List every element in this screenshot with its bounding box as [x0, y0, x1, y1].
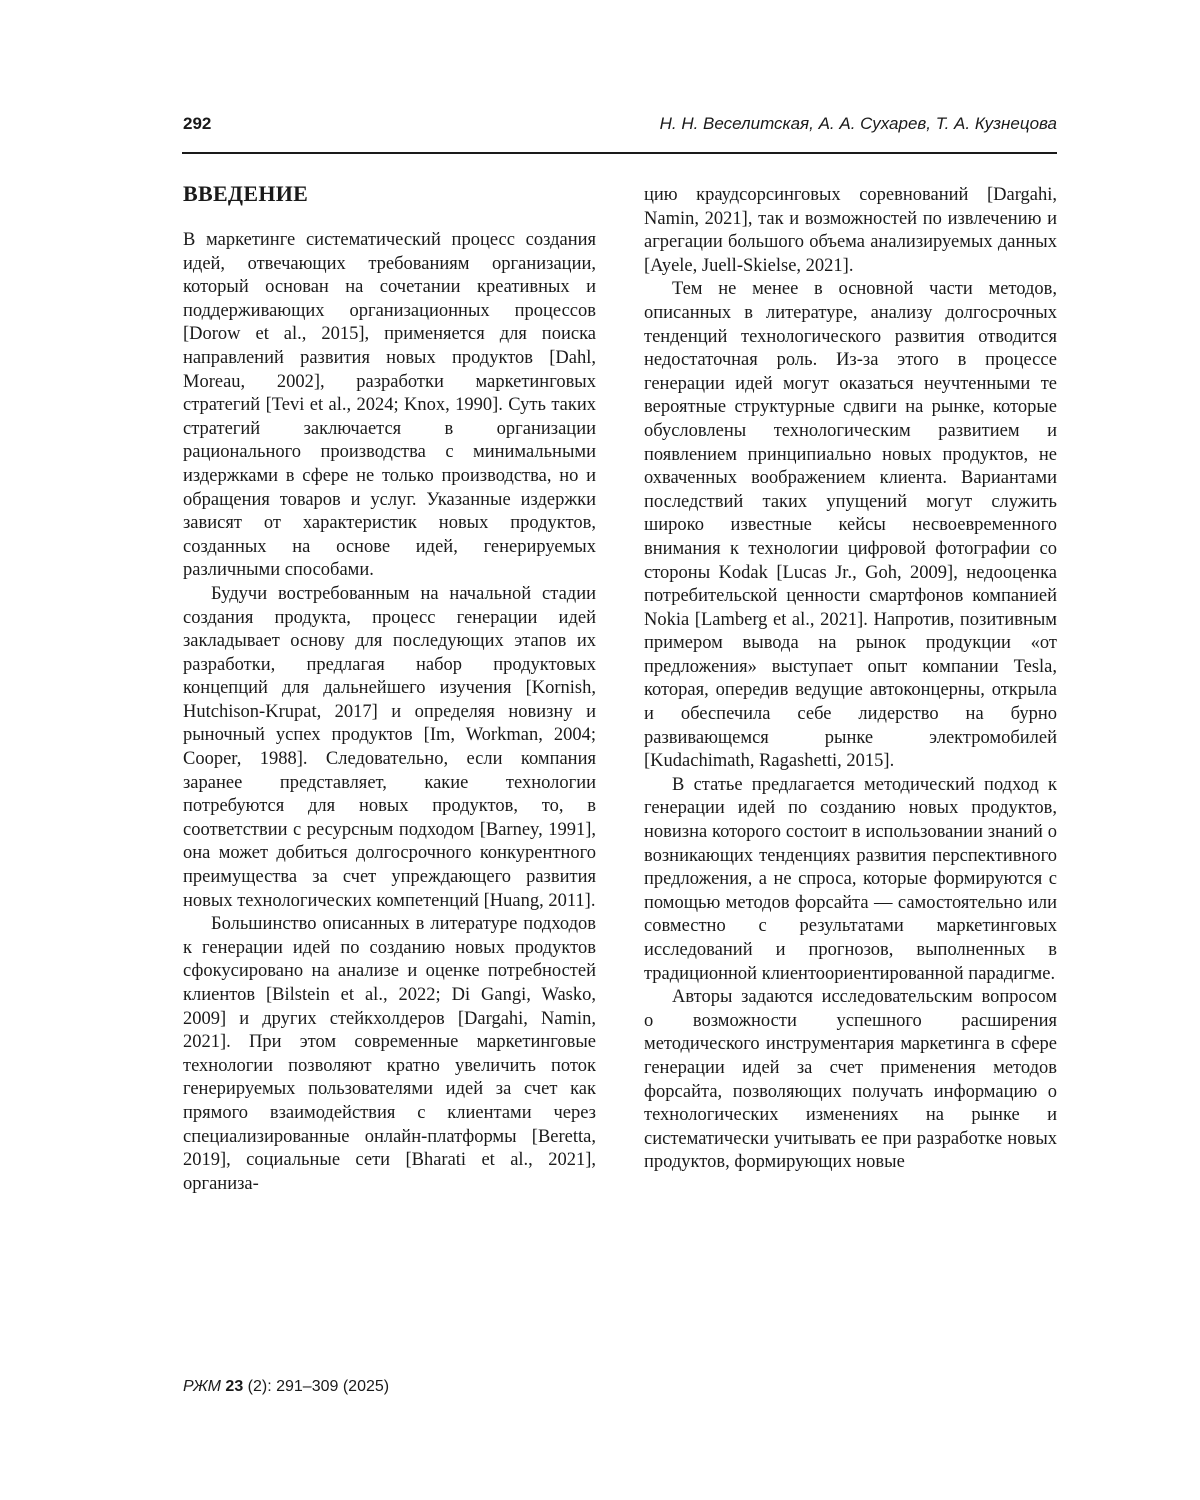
page-number: 292	[183, 114, 212, 133]
header-rule	[182, 152, 1057, 154]
footer-journal: РЖМ	[183, 1378, 221, 1395]
running-head-authors: Н. Н. Веселитская, А. А. Сухарев, Т. А. Кузнецова	[659, 114, 1057, 133]
paragraph-6: Авторы задаются исследовательским вопросом о возможности успешного расширения методического инструментария маркетинга в сфере генерации идей за счет применения методов форсайта, позволяющих получать информацию о технологических изменениях на рынке и систематически учитывать ее при разработке новых продуктов, формирующих новые	[644, 987, 1057, 1173]
paragraph-1: В маркетинге систематический процесс создания идей, отвечающих требованиям организации, который основан на сочетании креативных и поддерживающих организационных процессов [Dorow et al., 2015], применяется для поиска направлений развития новых продуктов [Dahl, Moreau, 2002], разработки маркетинговых стратегий [Tevi et al., 2024; Knox, 1990]. Суть таких стратегий заключается в организации рационального производства с минимальными издержками в сфере не только производства, но и обращения товаров и услуг. Указанные издержки зависят от характеристик новых продуктов, созданных на основе идей, генерируемых различными способами.	[183, 230, 596, 581]
left-column	[183, 180, 596, 1196]
paragraph-4: Тем не менее в основной части методов, описанных в литературе, анализу долгосрочных тенденций технологического развития отводится недостаточная роль. Из-за этого в процессе генерации идей могут оказаться неучтенными те вероятные структурные сдвиги на рынке, которые обусловлены технологическим развитием и появлением принципиально новых продуктов, не охваченных воображением клиента. Вариантами последствий таких упущений могут служить широко известные кейсы несвоевременного внимания к технологии цифровой фотографии со стороны Kodak [Lucas Jr., Goh, 2009], недооценка потребительской ценности смартфонов компанией Nokia [Lamberg et al., 2021]. Напротив, позитивным примером вывода на рынок продукции «от предложения» выступает опыт компании Tesla, которая, опередив ведущие автоконцерны, открыла и обеспечила себе лидерство на бурно развивающемся рынке электромобилей [Kudachimath, Ragashetti, 2015].	[644, 279, 1057, 772]
footer-volume: 23	[225, 1378, 244, 1395]
paragraph-2: Будучи востребованным на начальной стадии создания продукта, процесс генерации идей закладывает основу для последующих этапов их разработки, предлагая набор продуктовых концепций для дальнейшего изучения [Kornish, Hutchison-Krupat, 2017] и определяя новизну и рыночный успех продуктов [Im, Workman, 2004; Cooper, 1988]. Следовательно, если компания заранее представляет, какие технологии потребуются для новых продуктов, то, в соответствии с ресурсным подходом [Barney, 1991], она может добиться долгосрочного конкурентного преимущества за счет упреждающего развития новых технологических компетенций [Huang, 2011].	[183, 583, 596, 911]
paragraph-3-continued: цию краудсорсинговых соревнований [Dargahi, Namin, 2021], так и возможностей по извлечению и агрегации большого объема анализируемых данных [Ayele, Juell-Skielse, 2021].	[644, 185, 1057, 276]
footer-citation	[183, 1376, 389, 1398]
section-title: ВВЕДЕНИЕ	[183, 181, 309, 206]
paragraph-3: Большинство описанных в литературе подходов к генерации идей по созданию новых продуктов сфокусировано на анализе и оценке потребностей клиентов [Bilstein et al., 2022; Di Gangi, Wasko, 2009] и других стейкхолдеров [Dargahi, Namin, 2021]. При этом современные маркетинговые технологии позволяют кратно увеличить поток генерируемых пользователями идей за счет как прямого взаимодействия с клиентами через специализированные онлайн-платформы [Beretta, 2019], социальные сети [Bharati et al., 2021], организа-	[183, 914, 596, 1194]
footer-issue-pages: (2): 291–309 (2025)	[243, 1378, 390, 1395]
paragraph-5: В статье предлагается методический подход к генерации идей по созданию новых продуктов, новизна которого состоит в использовании знаний о возникающих тенденциях развития перспективного предложения, а не спроса, которые формируются с помощью методов форсайта — самостоятельно или совместно с результатами маркетинговых исследований и прогнозов, выполненных в традиционной клиентоориентированной парадигме.	[644, 774, 1057, 984]
right-column	[644, 184, 1057, 1175]
